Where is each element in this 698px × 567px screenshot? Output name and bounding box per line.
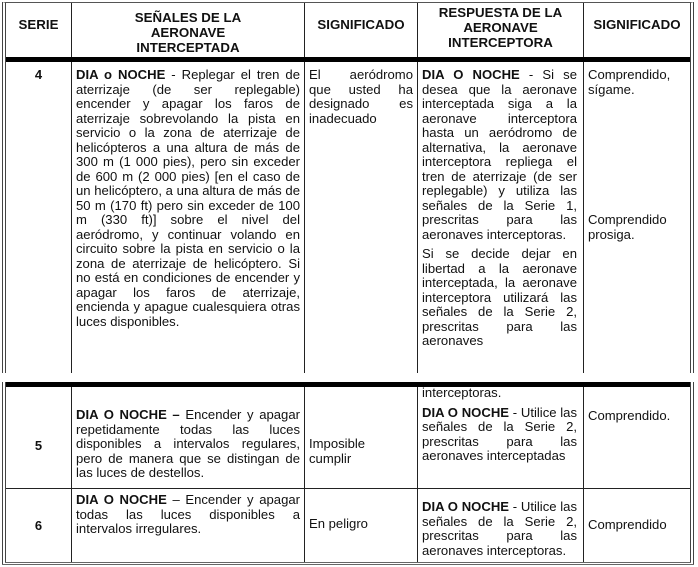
signal-meaning-label: En peligro (309, 515, 368, 531)
header-meaning-2 (584, 3, 690, 57)
response-text: - Utilice las señales de la Serie 2, prescritas para las aeronaves interceptadas (422, 404, 578, 463)
response-meaning-label: Comprendido. (588, 408, 671, 423)
header-response (418, 3, 584, 57)
signal-text: – Encender y apagar todas las luces disponibles a intervalos irregulares. (76, 492, 301, 536)
serie-number: 4 (6, 62, 72, 373)
serie-number-label: 5 (34, 437, 43, 453)
header-serie (6, 3, 72, 57)
table-row-serie-6 (6, 489, 690, 562)
response-meaning (584, 489, 690, 562)
table-row-serie-5 (6, 387, 690, 489)
header-meaning-1 (305, 3, 418, 57)
signal-meaning: El aeródromo que usted ha designado es inadecuado (305, 62, 418, 373)
header-serie-label: SERIE (18, 17, 59, 32)
response-meaning (584, 62, 690, 373)
response-continued-text: interceptoras. (422, 385, 502, 400)
signal-description (72, 489, 305, 562)
response-lead: DIA O NOCHE (422, 67, 520, 82)
signal-meaning-label: Imposible cumplir (309, 436, 366, 466)
header-response-label: RESPUESTA DE LA AERONAVE INTERCEPTORA (438, 5, 563, 50)
header-meaning-2-label: SIGNIFICADO (593, 17, 681, 32)
signals-table-part-2 (2, 382, 694, 565)
response-description (418, 489, 584, 562)
header-meaning-1-label: SIGNIFICADO (317, 17, 405, 32)
response-lead: DIA O NOCHE (422, 404, 510, 420)
signal-description (72, 62, 305, 373)
response-meaning (584, 387, 690, 488)
header-signals-label: SEÑALES DE LA AERONAVE INTERCEPTADA (134, 10, 242, 55)
response-text: - Si se desea que la aeronave interceptada siga a la aeronave interceptora hasta un aeródromo de alternativa, la aeronave interceptora repliega el tren de aterrizaje (de ser replegable) y utiliza las señales de la Serie 1, prescritas para las aeronaves interceptoras. (422, 67, 578, 242)
signal-lead: DIA O NOCHE (76, 492, 167, 507)
response-text-2: Si se decide dejar en libertad a la aeronave interceptada, la aeronave interceptora utilizará las señales de la Serie 2, prescritas para las aeronaves (422, 246, 577, 348)
response-text: - Utilice las señales de la Serie 2, prescritas para las aeronaves interceptoras. (422, 499, 578, 558)
signal-text: - Replegar el tren de aterrizaje (de ser replegable) encender y apagar los faros de aterrizaje sobrevolando la pista en servicio o la zona de aterrizaje de helicópteros a una altura de más de 300 m (1 000 pies), pero sin exceder de 600 m (2 000 pies) [en el caso de un helicóptero, a una altura de más de 50 m (170 ft) pero sin exceder de 100 m (330 ft)] sobre el nivel del aeródromo, y continuar volando en circuito sobre la pista en servicio o la zona de aterrizaje de helicóptero. Si no está en condiciones de encender y apagar los faros de aterrizaje, encienda y apague cualesquiera otras luces disponibles. (76, 67, 301, 329)
signal-text: Encender y apagar repetidamente todas las luces disponibles a intervalos regulares, pero de manera que se distingan de las luces de destellos. (76, 407, 300, 480)
table-row-serie-4 (6, 62, 690, 373)
signal-meaning (305, 489, 418, 562)
response-meaning-follow: Comprendido, sígame. (588, 67, 671, 97)
signal-description (72, 387, 305, 488)
response-meaning-label: Comprendido (588, 516, 667, 532)
signals-table-part-1 (2, 2, 694, 373)
table-header-row (6, 3, 690, 57)
response-description (418, 62, 584, 373)
serie-number (6, 387, 72, 488)
signal-lead: DIA o NOCHE (76, 67, 166, 82)
signal-lead: DIA O NOCHE – (76, 407, 180, 422)
serie-number-label: 6 (34, 517, 43, 533)
response-lead: DIA O NOCHE (422, 499, 510, 514)
header-signals (72, 3, 305, 57)
serie-number (6, 489, 72, 562)
response-description (418, 387, 584, 488)
signal-meaning (305, 387, 418, 488)
response-meaning-proceed: Comprendido prosiga. (588, 212, 667, 242)
